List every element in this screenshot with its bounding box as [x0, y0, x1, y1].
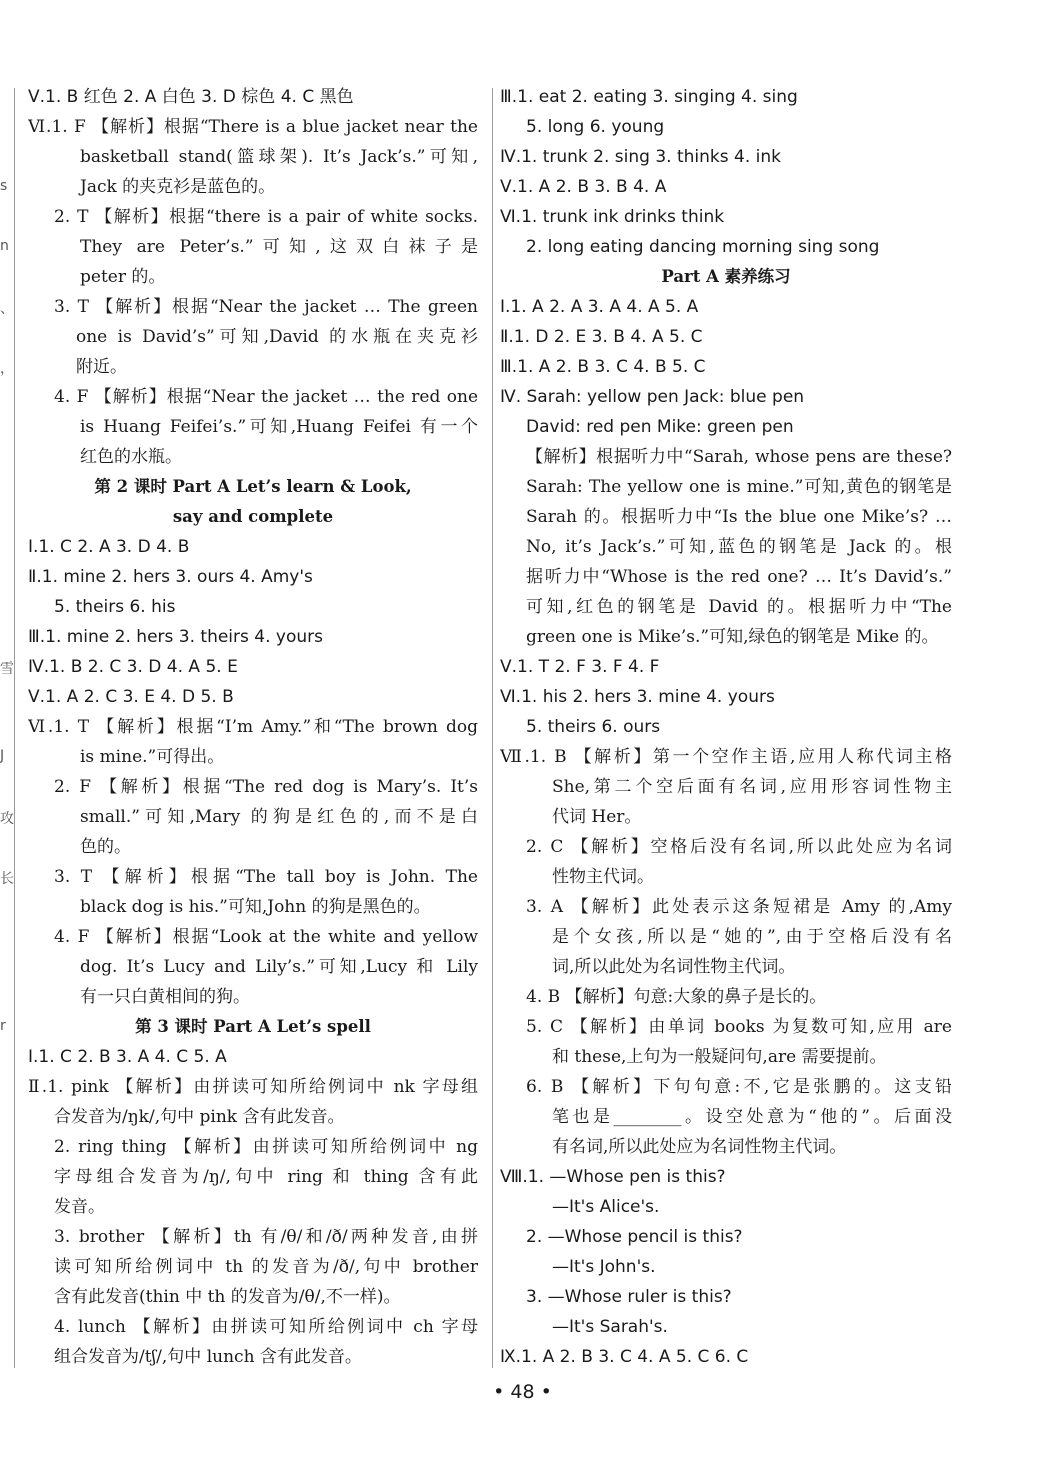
column-divider — [492, 88, 493, 1368]
right-line: She,第二个空后面有名词,应用形容词性物主 — [552, 777, 952, 797]
left-line: peter 的。 — [80, 267, 166, 287]
left-heading: say and complete — [172, 507, 334, 526]
left-line: 2. F 【解析】根据“The red dog is Mary’s. It’s — [54, 777, 478, 797]
left-line: Ⅵ.1. T 【解析】根据“I’m Amy.”和“The brown dog — [28, 717, 478, 737]
right-line: Ⅱ.1. D 2. E 3. B 4. A 5. C — [500, 327, 703, 347]
left-line: Ⅴ.1. A 2. C 3. E 4. D 5. B — [28, 687, 234, 707]
left-line: Ⅱ.1. mine 2. hers 3. ours 4. Amy's — [28, 567, 313, 587]
right-line: 5. long 6. young — [526, 117, 665, 137]
right-line: 是个女孩,所以是“她的”,由于空格后没有名 — [552, 927, 952, 947]
right-line: —It's Sarah's. — [552, 1317, 668, 1337]
right-line: 可知,红色的钢笔是 David 的。根据听力中“The — [526, 597, 952, 617]
left-line: basketball stand(篮球架). It’s Jack’s.”可知, — [80, 147, 478, 167]
edge-fragment: J — [0, 748, 5, 764]
left-line: one is David’s”可知,David 的水瓶在夹克衫 — [76, 327, 478, 347]
edge-fragment: 、 — [0, 301, 14, 317]
left-line: Ⅵ.1. F 【解析】根据“There is a blue jacket near the — [28, 117, 478, 137]
left-line: 2. ring thing 【解析】由拼读可知所给例词中 ng — [54, 1137, 478, 1157]
right-line: Ⅲ.1. A 2. B 3. C 4. B 5. C — [500, 357, 706, 377]
edge-fragment: 攻 — [0, 811, 14, 827]
right-line: 【解析】根据听力中“Sarah, whose pens are these? — [526, 447, 952, 467]
right-line: Ⅳ.1. trunk 2. sing 3. thinks 4. ink — [500, 147, 781, 167]
right-line: 4. B 【解析】句意:大象的鼻子是长的。 — [526, 987, 827, 1007]
left-line: 含有此发音(thin 中 th 的发音为/θ/,不一样)。 — [54, 1287, 401, 1307]
left-line: 合发音为/ŋk/,句中 pink 含有此发音。 — [54, 1107, 345, 1127]
edge-fragment: n — [0, 238, 9, 254]
right-line: Ⅰ.1. A 2. A 3. A 4. A 5. A — [500, 297, 699, 317]
left-line: black dog is his.”可知,John 的狗是黑色的。 — [80, 897, 431, 917]
right-line: 和 these,上句为一般疑问句,are 需要提前。 — [552, 1047, 887, 1067]
right-line: —It's Alice's. — [552, 1197, 660, 1217]
left-line: Ⅱ.1. pink 【解析】由拼读可知所给例词中 nk 字母组 — [28, 1077, 478, 1097]
left-line: small.”可知,Mary 的狗是红色的,而不是白 — [80, 807, 478, 827]
left-line: 3. brother 【解析】th 有/θ/和/ð/两种发音,由拼 — [54, 1227, 478, 1247]
left-line: is Huang Feifei’s.”可知,Huang Feifei 有一个 — [80, 417, 478, 437]
left-heading: 第 3 课时 Part A Let’s spell — [135, 1017, 371, 1036]
left-line: 发音。 — [54, 1197, 105, 1217]
left-line: is mine.”可得出。 — [80, 747, 225, 767]
page-number: • 48 • — [493, 1381, 552, 1403]
right-line: Ⅵ.1. trunk ink drinks think — [500, 207, 725, 227]
left-line: Ⅲ.1. mine 2. hers 3. theirs 4. yours — [28, 627, 323, 647]
right-line: 5. theirs 6. ours — [526, 717, 661, 737]
right-line: Ⅲ.1. eat 2. eating 3. singing 4. sing — [500, 87, 798, 107]
left-line: Ⅰ.1. C 2. A 3. D 4. B — [28, 537, 190, 557]
left-line: dog. It’s Lucy and Lily’s.”可知,Lucy 和 Lily — [80, 957, 478, 977]
left-line: 4. lunch 【解析】由拼读可知所给例词中 ch 字母 — [54, 1317, 478, 1337]
right-line: Ⅵ.1. his 2. hers 3. mine 4. yours — [500, 687, 775, 707]
right-line: 性物主代词。 — [552, 867, 654, 887]
right-heading: Part A 素养练习 — [661, 267, 791, 286]
left-line: 3. T 【解析】根据“The tall boy is John. The — [54, 867, 478, 887]
right-line: Sarah: The yellow one is mine.”可知,黄色的钢笔是 — [526, 477, 952, 497]
right-line: Ⅸ.1. A 2. B 3. C 4. A 5. C 6. C — [500, 1347, 749, 1367]
left-line: 字母组合发音为/ŋ/,句中 ring 和 thing 含有此 — [54, 1167, 478, 1187]
edge-fragment: 长 — [0, 871, 14, 887]
right-line: 有名词,所以此处应为名词性物主代词。 — [552, 1137, 847, 1157]
left-line: 读可知所给例词中 th 的发音为/ð/,句中 brother — [54, 1257, 478, 1277]
left-line: Ⅰ.1. C 2. B 3. A 4. C 5. A — [28, 1047, 227, 1067]
left-line: 4. F 【解析】根据“Near the jacket … the red one — [54, 387, 478, 407]
right-line: —It's John's. — [552, 1257, 656, 1277]
right-line: David: red pen Mike: green pen — [526, 417, 794, 437]
right-line: 2. C 【解析】空格后没有名词,所以此处应为名词 — [526, 837, 952, 857]
right-line: 笔也是________。设空处意为“他的”。后面没 — [552, 1107, 952, 1127]
right-line: No, it’s Jack’s.”可知,蓝色的钢笔是 Jack 的。根 — [526, 537, 952, 557]
right-line: 2. —Whose pencil is this? — [526, 1227, 743, 1247]
left-line: Jack 的夹克衫是蓝色的。 — [80, 177, 276, 197]
left-edge-strip — [0, 70, 12, 1370]
left-line: 组合发音为/tʃ/,句中 lunch 含有此发音。 — [54, 1347, 362, 1367]
right-line: Ⅶ.1. B 【解析】第一个空作主语,应用人称代词主格 — [500, 747, 952, 767]
left-margin-rule — [14, 88, 15, 1368]
edge-fragment: ， — [0, 361, 14, 377]
right-line: 3. —Whose ruler is this? — [526, 1287, 732, 1307]
right-line: Ⅴ.1. A 2. B 3. B 4. A — [500, 177, 667, 197]
answer-column-left — [28, 82, 478, 1372]
edge-fragment: 雪 — [0, 661, 14, 677]
right-line: Ⅴ.1. T 2. F 3. F 4. F — [500, 657, 660, 677]
left-line: They are Peter’s.”可知,这双白袜子是 — [80, 237, 478, 257]
right-line: Ⅷ.1. —Whose pen is this? — [500, 1167, 726, 1187]
right-line: 据听力中“Whose is the red one? … It’s David’s.” — [526, 567, 952, 587]
right-line: 代词 Her。 — [552, 807, 642, 827]
edge-fragment: s — [0, 178, 8, 194]
right-line: 5. C 【解析】由单词 books 为复数可知,应用 are — [526, 1017, 952, 1037]
left-line: 有一只白黄相间的狗。 — [80, 987, 250, 1007]
right-line: Sarah 的。根据听力中“Is the blue one Mike’s? … — [526, 507, 952, 527]
left-line: 附近。 — [76, 357, 127, 377]
left-line: Ⅴ.1. B 红色 2. A 白色 3. D 棕色 4. C 黑色 — [28, 87, 354, 107]
right-line: Ⅳ. Sarah: yellow pen Jack: blue pen — [500, 387, 805, 407]
left-heading: 第 2 课时 Part A Let’s learn & Look, — [94, 477, 412, 496]
left-line: 4. F 【解析】根据“Look at the white and yellow — [54, 927, 478, 947]
left-line: 色的。 — [80, 837, 131, 857]
left-line: 3. T 【解析】根据“Near the jacket … The green — [54, 297, 478, 317]
left-line: 5. theirs 6. his — [54, 597, 176, 617]
right-line: green one is Mike’s.”可知,绿色的钢笔是 Mike 的。 — [526, 627, 939, 647]
left-line: Ⅳ.1. B 2. C 3. D 4. A 5. E — [28, 657, 238, 677]
right-line: 词,所以此处为名词性物主代词。 — [552, 957, 796, 977]
left-line: 2. T 【解析】根据“there is a pair of white socks. — [54, 207, 478, 227]
right-line: 6. B 【解析】下句句意:不,它是张鹏的。这支铅 — [526, 1077, 952, 1097]
left-line: 红色的水瓶。 — [80, 447, 182, 467]
right-line: 2. long eating dancing morning sing song — [526, 237, 880, 257]
edge-fragment: r — [0, 1018, 6, 1034]
right-line: 3. A 【解析】此处表示这条短裙是 Amy 的,Amy — [526, 897, 952, 917]
answer-column-right — [500, 82, 952, 1372]
